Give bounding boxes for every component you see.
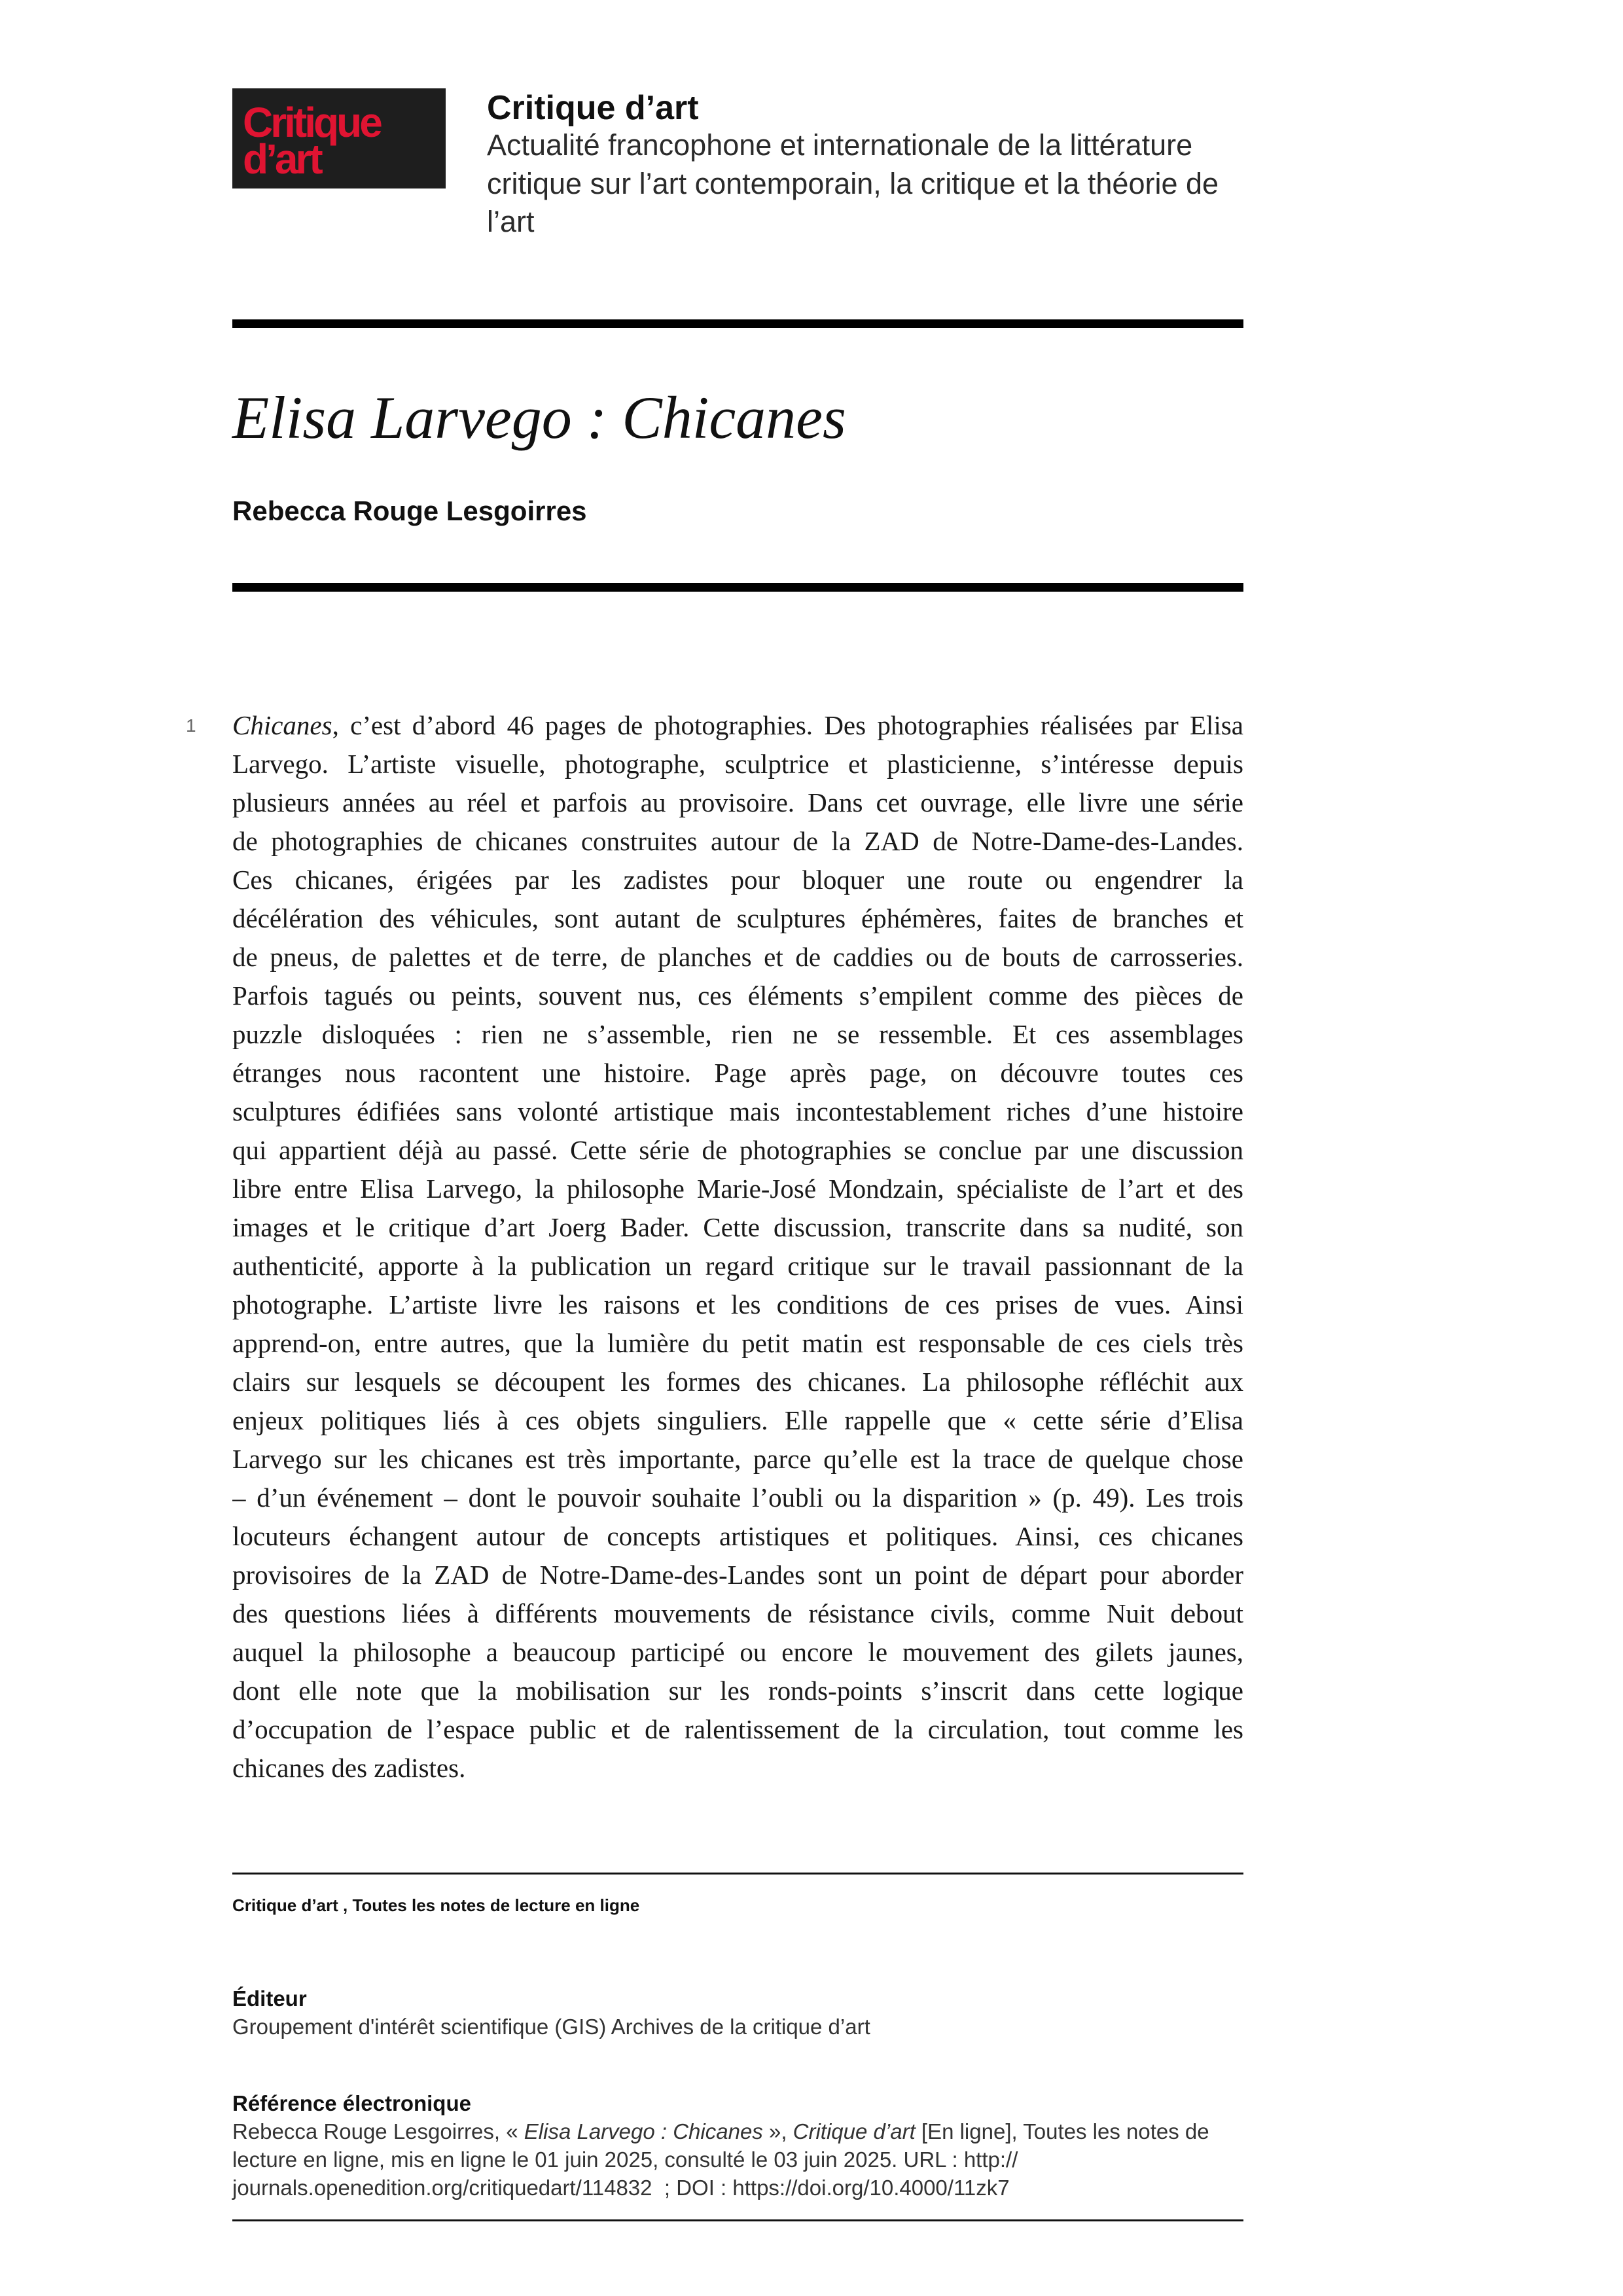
paragraph-line: de photographies de chicanes construites autour de la ZAD de Notre-Dame-des-Landes.: [232, 826, 1243, 856]
journal-subtitle: [487, 126, 1219, 242]
doi-link[interactable]: https://doi.org/10.4000/11zk7: [732, 2176, 1010, 2200]
reference-text: lecture en ligne, mis en ligne le 01 juin 2025, consulté le 03 juin 2025. URL :: [232, 2147, 964, 2172]
paragraph-line: d’occupation de l’espace public et de ralentissement de la circulation, tout comme les: [232, 1714, 1243, 1744]
reference-text: »,: [762, 2119, 793, 2144]
reference-line: [232, 2174, 1243, 2202]
title-divider: [232, 583, 1243, 592]
paragraph-line: [232, 706, 1243, 745]
paragraph-text: , c’est d’abord 46 pages de photographies. Des photographies réalisées par Elisa: [332, 710, 1243, 740]
journal-subtitle-line: critique sur l’art contemporain, la critique et la théorie de: [487, 166, 1219, 200]
article-paragraph: [232, 706, 1243, 1787]
reference-url-link[interactable]: http://: [963, 2147, 1018, 2172]
paragraph-line: auquel la philosophe a beaucoup participé ou encore le mouvement des gilets jaunes,: [232, 1637, 1243, 1667]
paragraph-line: puzzle disloquées : rien ne s’assemble, rien ne se ressemble. Et ces assemblages: [232, 1019, 1243, 1049]
paragraph-line: qui appartient déjà au passé. Cette série de photographies se conclue par une discussion: [232, 1135, 1243, 1165]
footer-divider: [232, 1873, 1243, 1874]
reference-text: ; DOI :: [652, 2176, 733, 2200]
journal-subtitle-line: l’art: [487, 205, 535, 238]
paragraph-line: Larvego sur les chicanes est très importante, parce qu’elle est la trace de quelque chose: [232, 1444, 1243, 1474]
reference-line: [232, 2117, 1243, 2145]
reference-article-title: Elisa Larvego : Chicanes: [524, 2119, 763, 2144]
reference-url-link[interactable]: journals.openedition.org/critiquedart/114832: [232, 2176, 652, 2200]
paragraph-line: clairs sur lesquels se découpent les formes des chicanes. La philosophe réfléchit aux: [232, 1367, 1243, 1397]
paragraph-line: décélération des véhicules, sont autant de sculptures éphémères, faites de branches et: [232, 903, 1243, 933]
paragraph-line: Ces chicanes, érigées par les zadistes pour bloquer une route ou engendrer la: [232, 865, 1243, 895]
footer-bottom-divider: [232, 2219, 1243, 2221]
reference-author: Rebecca Rouge Lesgoirres, «: [232, 2119, 524, 2144]
paragraph-line: images et le critique d’art Joerg Bader. Cette discussion, transcrite dans sa nudité, son: [232, 1212, 1243, 1242]
reference-line: [232, 2145, 1243, 2174]
paragraph-line: dont elle note que la mobilisation sur les ronds-points s’inscrit dans cette logique: [232, 1676, 1243, 1706]
header-divider: [232, 319, 1243, 328]
paragraph-line: authenticité, apporte à la publication un regard critique sur le travail passionnant de la: [232, 1251, 1243, 1281]
paragraph-line: provisoires de la ZAD de Notre-Dame-des-Landes sont un point de départ pour aborder: [232, 1560, 1243, 1590]
paragraph-line: Larvego. L’artiste visuelle, photographe, sculptrice et plasticienne, s’intéresse depuis: [232, 749, 1243, 779]
paragraph-line: locuteurs échangent autour de concepts artistiques et politiques. Ainsi, ces chicanes: [232, 1521, 1243, 1551]
article-title: Elisa Larvego : Chicanes: [232, 384, 846, 451]
logo-line: d’art: [243, 135, 321, 183]
publisher-name: Groupement d'intérêt scientifique (GIS) Archives de la critique d’art: [232, 2015, 870, 2039]
paragraph-line: chicanes des zadistes.: [232, 1753, 466, 1783]
journal-title: Critique d’art: [487, 89, 699, 127]
paragraph-line: enjeux politiques liés à ces objets singuliers. Elle rappelle que « cette série d’Elisa: [232, 1405, 1243, 1435]
reference-heading: Référence électronique: [232, 2091, 471, 2115]
reference-block: [232, 2089, 1243, 2202]
logo-wordmark: [243, 99, 380, 183]
publisher-block: [232, 1984, 1243, 2041]
paragraph-line: Parfois tagués ou peints, souvent nus, ces éléments s’empilent comme des pièces de: [232, 980, 1243, 1011]
paragraph-line: sculptures édifiées sans volonté artistique mais incontestablement riches d’une histoire: [232, 1096, 1243, 1126]
logo-line: Critique: [243, 99, 380, 146]
reference-text: [En ligne], Toutes les notes de: [915, 2119, 1209, 2144]
paragraph-line: photographe. L’artiste livre les raisons et les conditions de ces prises de vues. Ainsi: [232, 1289, 1243, 1319]
paragraph-line: de pneus, de palettes et de terre, de planches et de caddies ou de bouts de carrosseries.: [232, 942, 1243, 972]
reference-journal: Critique d’art: [793, 2119, 916, 2144]
paragraph-number: 1: [186, 715, 196, 736]
paragraph-line: des questions liées à différents mouvements de résistance civils, comme Nuit debout: [232, 1598, 1243, 1628]
paragraph-line: apprend-on, entre autres, que la lumière du petit matin est responsable de ces ciels très: [232, 1328, 1243, 1358]
paragraph-line: étranges nous racontent une histoire. Page après page, on découvre toutes ces: [232, 1058, 1243, 1088]
collection-label: Critique d’art , Toutes les notes de lecture en ligne: [232, 1895, 640, 1915]
journal-subtitle-line: Actualité francophone et internationale de la littérature: [487, 128, 1193, 162]
book-title: Chicanes: [232, 710, 332, 740]
publisher-heading: Éditeur: [232, 1986, 307, 2011]
article-author: Rebecca Rouge Lesgoirres: [232, 495, 587, 526]
paragraph-line: libre entre Elisa Larvego, la philosophe Marie-José Mondzain, spécialiste de l’art et des: [232, 1174, 1243, 1204]
paragraph-line: plusieurs années au réel et parfois au provisoire. Dans cet ouvrage, elle livre une série: [232, 787, 1243, 817]
paragraph-line: – d’un événement – dont le pouvoir souhaite l’oubli ou la disparition » (p. 49). Les trois: [232, 1482, 1243, 1513]
journal-logo: [232, 88, 446, 188]
